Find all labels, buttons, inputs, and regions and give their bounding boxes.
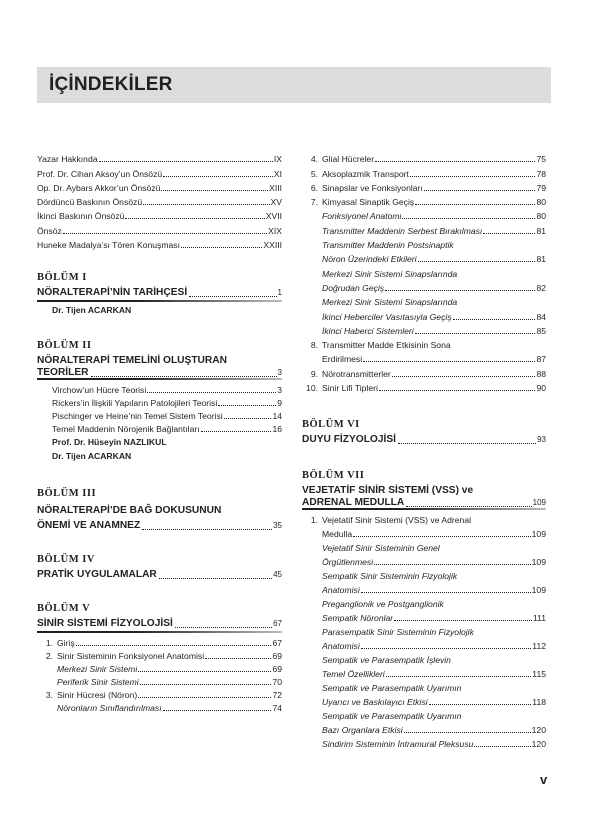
toc-entry[interactable]: Dördüncü Baskının Önsözü XV <box>37 197 282 208</box>
toc-entry[interactable]: Huneke Madalya’sı Tören Konuşması XXIII <box>37 240 282 251</box>
toc-subentry-line[interactable]: Merkezi Sinir Sistemi Sinapslarında <box>322 268 458 279</box>
toc-subentry[interactable]: Anatomisi 109 <box>322 585 546 596</box>
toc-subentry-line[interactable]: Sempatik Sinir Sisteminin Fizyolojik <box>322 571 458 582</box>
chapter-title-entry[interactable]: ÖNEMİ VE ANAMNEZ 35 <box>37 520 282 532</box>
toc-subentry[interactable]: İkinci Heberciler Vasıtasıyla Geçiş 84 <box>322 311 546 322</box>
toc-entry[interactable]: 6. Sinapslar ve Fonksiyonları 79 <box>310 182 546 193</box>
toc-entry-line[interactable]: 1. Vejetatif Sinir Sistemi (VSS) ve Adrenal <box>310 515 472 526</box>
toc-subentry[interactable]: Sindirim Sisteminin İntramural Pleksusu 120 <box>322 739 546 750</box>
toc-entry[interactable]: Prof. Dr. Cihan Aksoy’un Önsözü XI <box>37 168 282 179</box>
chapter-author: Dr. Tijen ACARKAN <box>52 305 132 316</box>
chapter-label: BÖLÜM I <box>37 272 87 284</box>
chapter-rule <box>37 631 282 633</box>
toc-subentry-line[interactable]: Transmitter Maddenin Postsinaptik <box>322 240 454 251</box>
toc-entry[interactable]: İkinci Baskının Önsözü XVII <box>37 211 282 222</box>
toc-subentry-line[interactable]: Sempatik ve Parasempatik Uyarımın <box>322 711 462 722</box>
chapter-title-entry[interactable]: DUYU FİZYOLOJİSİ 93 <box>302 434 546 446</box>
toc-entry[interactable]: 10. Sinir Lifi Tipleri 90 <box>306 383 546 394</box>
toc-entry[interactable]: 3. Sinir Hücresi (Nöron) 72 <box>45 690 282 701</box>
toc-entry[interactable]: Yazar Hakkında IX <box>37 154 282 165</box>
front-matter-list <box>37 150 282 250</box>
toc-entry[interactable]: Önsöz XIX <box>37 225 282 236</box>
toc-subentry[interactable]: Bazı Organlara Etkisi 120 <box>322 725 546 736</box>
toc-subentry[interactable]: Temel Özellikleri 115 <box>322 669 546 680</box>
toc-entry[interactable]: 5. Aksoplazmik Transport 78 <box>310 168 546 179</box>
toc-left-column <box>37 150 282 713</box>
toc-subentry-line[interactable]: Preganglionik ve Postganglionik <box>322 599 444 610</box>
chapter-label: BÖLÜM VI <box>302 419 360 431</box>
toc-entry[interactable]: Temel Maddenin Nörojenik Bağlantıları 16 <box>52 424 282 435</box>
toc-subentry[interactable]: Doğrudan Geçiş 82 <box>322 282 546 293</box>
toc-subentry[interactable]: Nöron Üzerindeki Etkileri 81 <box>322 254 546 265</box>
toc-entry[interactable]: Virchow’un Hücre Teorisi 3 <box>52 385 282 396</box>
chapter-title[interactable]: NÖRALTERAPİ’DE BAĞ DOKUSUNUN <box>37 505 222 517</box>
chapter-rule <box>37 300 282 302</box>
toc-entry[interactable]: 1. Giriş 67 <box>45 638 282 649</box>
chapter-label: BÖLÜM V <box>37 603 91 615</box>
toc-subentry[interactable]: Fonksiyonel Anatomi 80 <box>322 211 546 222</box>
toc-entry[interactable]: Medulla 109 <box>322 529 546 540</box>
toc-subentry-line[interactable]: Sempatik ve Parasempatik Uyarımın <box>322 683 462 694</box>
chapter-title-entry[interactable]: TEORİLER 3 <box>37 367 282 379</box>
toc-subentry[interactable]: Anatomisi 112 <box>322 641 546 652</box>
toc-subentry-line[interactable]: Vejetatif Sinir Sisteminin Genel <box>322 543 440 554</box>
chapter-label: BÖLÜM IV <box>37 554 95 566</box>
chapter-title-entry[interactable]: ADRENAL MEDULLA 109 <box>302 497 546 509</box>
chapter-title[interactable]: NÖRALTERAPİ TEMELİNİ OLUŞTURAN <box>37 355 227 367</box>
toc-subentry-line[interactable]: Sempatik ve Parasempatik İşlevin <box>322 655 451 666</box>
toc-entry[interactable]: Pischinger ve Heine’nin Temel Sistem Teorisi 14 <box>52 411 282 422</box>
toc-right-column <box>302 150 546 749</box>
toc-title-bar <box>37 67 551 103</box>
chapter-label: BÖLÜM VII <box>302 470 365 482</box>
toc-entry[interactable]: Rickers’in İlişkili Yapıların Patolojileri Teorisi 9 <box>52 398 282 409</box>
toc-subentry[interactable]: İkinci Haberci Sistemleri 85 <box>322 325 546 336</box>
toc-entry-line[interactable]: 8. Transmitter Madde Etkisinin Sona <box>310 340 451 351</box>
page-number: v <box>540 772 548 787</box>
toc-subentry[interactable]: Transmitter Maddenin Serbest Bırakılması 81 <box>322 225 546 236</box>
toc-subentry[interactable]: Merkezi Sinir Sistemi 69 <box>57 664 282 675</box>
chapter-title[interactable]: VEJETATİF SİNİR SİSTEMİ (VSS) ve <box>302 485 474 497</box>
toc-subentry[interactable]: Sempatik Nöronlar 111 <box>322 613 546 624</box>
toc-subentry-line[interactable]: Merkezi Sinir Sistemi Sinapslarında <box>322 297 458 308</box>
chapter-title-entry[interactable]: PRATİK UYGULAMALAR 45 <box>37 569 282 581</box>
toc-subentry[interactable]: Periferik Sinir Sistemi 70 <box>57 677 282 688</box>
toc-entry[interactable]: 2. Sinir Sisteminin Fonksiyonel Anatomisi 69 <box>45 651 282 662</box>
toc-subentry[interactable]: Uyarıcı ve Baskılayıcı Etkisi 118 <box>322 697 546 708</box>
chapter-author: Prof. Dr. Hüseyin NAZLIKUL <box>52 437 167 448</box>
toc-entry[interactable]: 9. Nörotransmitterler 88 <box>310 368 546 379</box>
chapter-label: BÖLÜM II <box>37 340 92 352</box>
toc-subentry-line[interactable]: Parasempatik Sinir Sisteminin Fizyolojik <box>322 627 474 638</box>
toc-subentry[interactable]: Örgütlenmesi 109 <box>322 557 546 568</box>
toc-entry[interactable]: Erdirilmesi 87 <box>322 354 546 365</box>
page-title: İÇİNDEKİLER <box>49 74 173 95</box>
toc-entry[interactable]: Op. Dr. Aybars Akkor’un Önsözü XIII <box>37 182 282 193</box>
chapter-author: Dr. Tijen ACARKAN <box>52 451 132 462</box>
chapter-title-entry[interactable]: NÖRALTERAPİ’NİN TARİHÇESİ 1 <box>37 287 282 299</box>
chapter-label: BÖLÜM III <box>37 488 97 500</box>
chapter-title-entry[interactable]: SİNİR SİSTEMİ FİZYOLOJİSİ 67 <box>37 618 282 630</box>
toc-subentry[interactable]: Nöronların Sınıflandırılması 74 <box>57 703 282 714</box>
toc-entry[interactable]: 7. Kimyasal Sinaptik Geçiş 80 <box>310 197 546 208</box>
toc-entry[interactable]: 4. Glial Hücreler 75 <box>310 154 546 165</box>
